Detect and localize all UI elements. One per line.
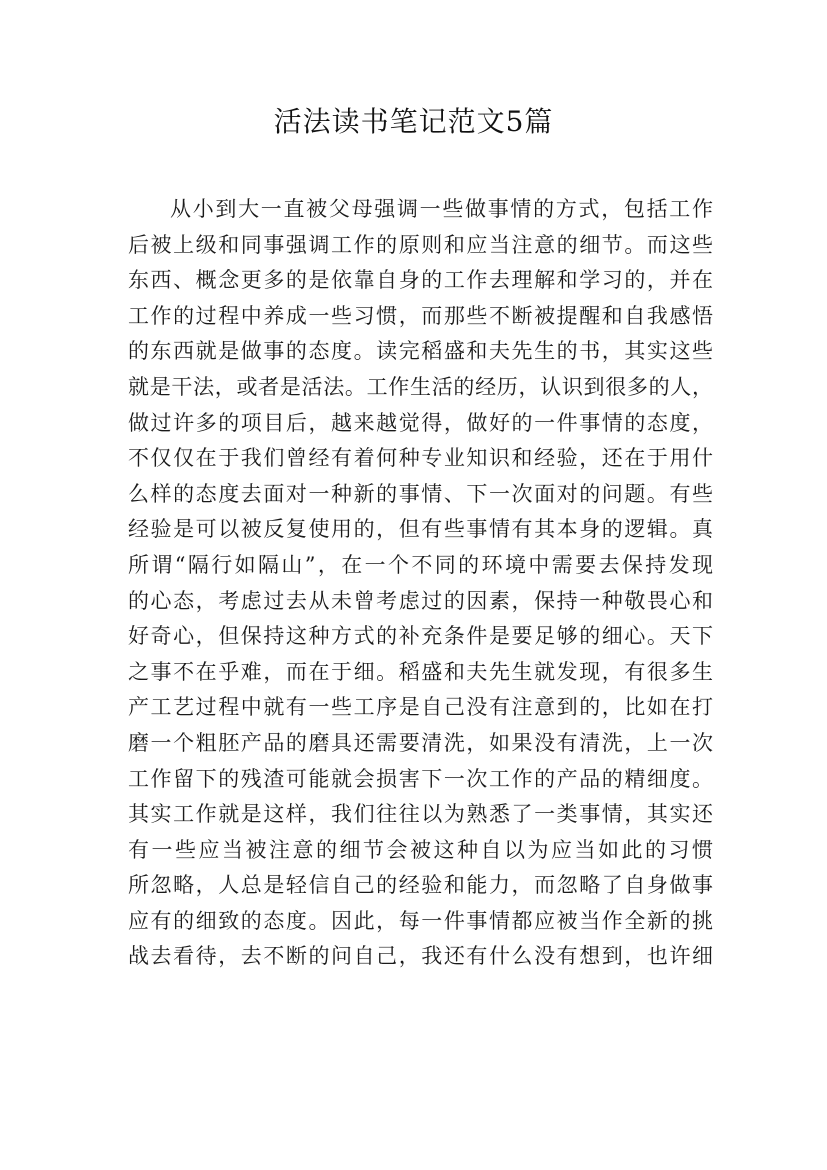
paragraph-line: 经验是可以被反复使用的，但有些事情有其本身的逻辑。真 — [128, 517, 713, 542]
paragraph-line: 磨一个粗胚产品的磨具还需要清洗，如果没有清洗，上一次 — [128, 730, 713, 755]
paragraph-line: 的东西就是做事的态度。读完稻盛和夫先生的书，其实这些 — [128, 339, 713, 364]
paragraph-line: 有一些应当被注意的细节会被这种自以为应当如此的习惯 — [128, 837, 713, 862]
paragraph-line: 产工艺过程中就有一些工序是自己没有注意到的，比如在打 — [128, 695, 713, 720]
paragraph-line: 从小到大一直被父母强调一些做事情的方式，包括工作 — [170, 197, 713, 221]
paragraph-line: 工作留下的残渣可能就会损害下一次工作的产品的精细度。 — [128, 766, 713, 791]
paragraph-line: 后被上级和同事强调工作的原则和应当注意的细节。而这些 — [128, 232, 713, 257]
paragraph-line: 战去看待，去不断的问自己，我还有什么没有想到，也许细 — [128, 944, 713, 969]
paragraph-line: 做过许多的项目后，越来越觉得，做好的一件事情的态度， — [128, 410, 713, 435]
paragraph-line: 么样的态度去面对一种新的事情、下一次面对的问题。有些 — [128, 481, 713, 506]
paragraph-line: 好奇心，但保持这种方式的补充条件是要足够的细心。天下 — [128, 624, 713, 649]
document-title: 活法读书笔记范文5篇 — [273, 105, 554, 138]
paragraph-line: 不仅仅在于我们曾经有着何种专业知识和经验，还在于用什 — [128, 446, 713, 471]
paragraph-line: 就是干法，或者是活法。工作生活的经历，认识到很多的人， — [128, 374, 713, 399]
paragraph-line: 东西、概念更多的是依靠自身的工作去理解和学习的，并在 — [128, 268, 713, 293]
paragraph-line: 其实工作就是这样，我们往往以为熟悉了一类事情，其实还 — [128, 802, 713, 827]
paragraph-line: 所谓“隔行如隔山”，在一个不同的环境中需要去保持发现 — [128, 552, 713, 577]
document-body — [128, 192, 713, 975]
paragraph-line: 工作的过程中养成一些习惯，而那些不断被提醒和自我感悟 — [128, 303, 713, 328]
paragraph-line: 的心态，考虑过去从未曾考虑过的因素，保持一种敬畏心和 — [128, 588, 713, 613]
paragraph-line: 之事不在乎难，而在于细。稻盛和夫先生就发现，有很多生 — [128, 659, 713, 684]
paragraph-line: 所忽略，人总是轻信自己的经验和能力，而忽略了自身做事 — [128, 873, 713, 898]
paragraph-line: 应有的细致的态度。因此，每一件事情都应被当作全新的挑 — [128, 908, 713, 933]
